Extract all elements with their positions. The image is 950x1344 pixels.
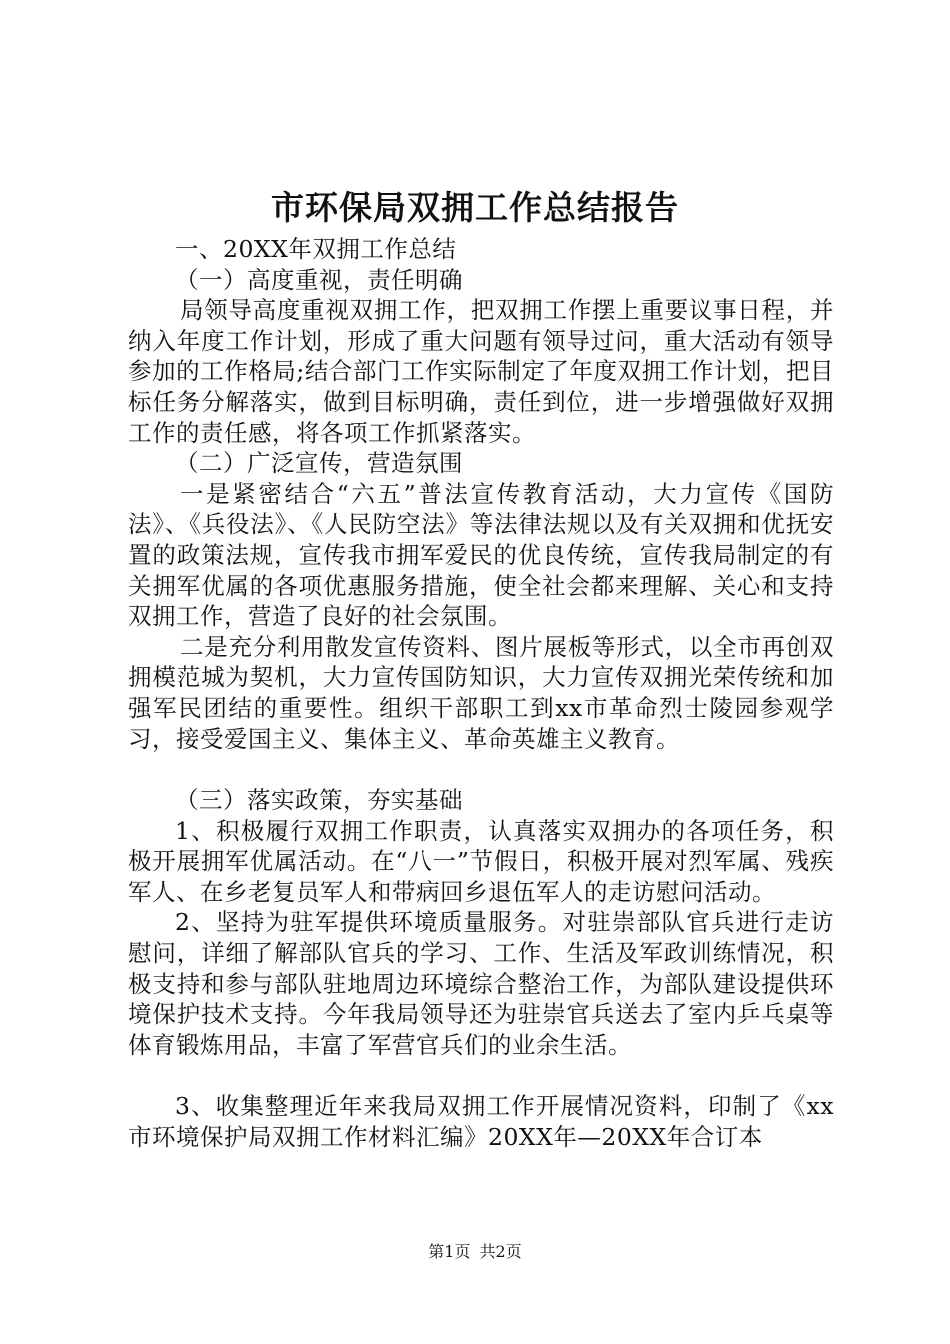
section-heading: 一、20XX年双拥工作总结 <box>175 235 457 263</box>
paragraph: 二是充分利用散发宣传资料、图片展板等形式，以全市再创双拥模范城为契机，大力宣传国防知识，大力宣传双拥光荣传统和加强军民团结的重要性。组织干部职工到xx市革命烈士陵园参观学习，接受爱国主义、集体主义、革命英雄主义教育。 <box>128 632 834 753</box>
paragraph-gap <box>128 754 834 785</box>
paragraph: 局领导高度重视双拥工作，把双拥工作摆上重要议事日程，并纳入年度工作计划，形成了重大问题有领导过问，重大活动有领导参加的工作格局;结合部门工作实际制定了年度双拥工作计划，把目标任务分解落实，做到目标明确，责任到位，进一步增强做好双拥工作的责任感，将各项工作抓紧落实。 <box>128 296 834 447</box>
paragraph: 一是紧密结合“六五”普法宣传教育活动，大力宣传《国防法》、《兵役法》、《人民防空法》等法律法规以及有关双拥和优抚安置的政策法规，宣传我市拥军爱民的优良传统，宣传我局制定的有关拥军优属的各项优惠服务措施，使全社会都来理解、关心和支持双拥工作，营造了良好的社会氛围。 <box>128 479 834 631</box>
page-number-total: 共2页 <box>479 1242 522 1261</box>
page-footer <box>0 1241 950 1263</box>
numbered-paragraph: 2、坚持为驻军提供环境质量服务。对驻崇部队官兵进行走访慰问，详细了解部队官兵的学习、工作、生活及军政训练情况，积极支持和参与部队驻地周边环境综合整治工作，为部队建设提供环境保护技术支持。今年我局领导还为驻崇官兵送去了室内乒乓桌等体育锻炼用品，丰富了军营官兵们的业余生活。 <box>128 908 834 1059</box>
subsection-heading: （二）广泛宣传，营造氛围 <box>175 449 463 478</box>
document-title: 市环保局双拥工作总结报告 <box>271 188 679 227</box>
page-number-current: 第1页 <box>428 1242 471 1261</box>
subsection-heading: （三）落实政策，夯实基础 <box>175 786 463 815</box>
numbered-paragraph: 3、收集整理近年来我局双拥工作开展情况资料，印制了《xx市环境保护局双拥工作材料汇编》20XX年—20XX年合订本 <box>128 1092 834 1152</box>
subsection-heading: （一）高度重视，责任明确 <box>175 265 463 294</box>
document-body <box>128 234 834 1153</box>
paragraph-gap <box>128 1060 834 1091</box>
numbered-paragraph: 1、积极履行双拥工作职责，认真落实双拥办的各项任务，积极开展拥军优属活动。在“八一”节假日，积极开展对烈军属、残疾军人、在乡老复员军人和带病回乡退伍军人的走访慰问活动。 <box>128 816 834 906</box>
